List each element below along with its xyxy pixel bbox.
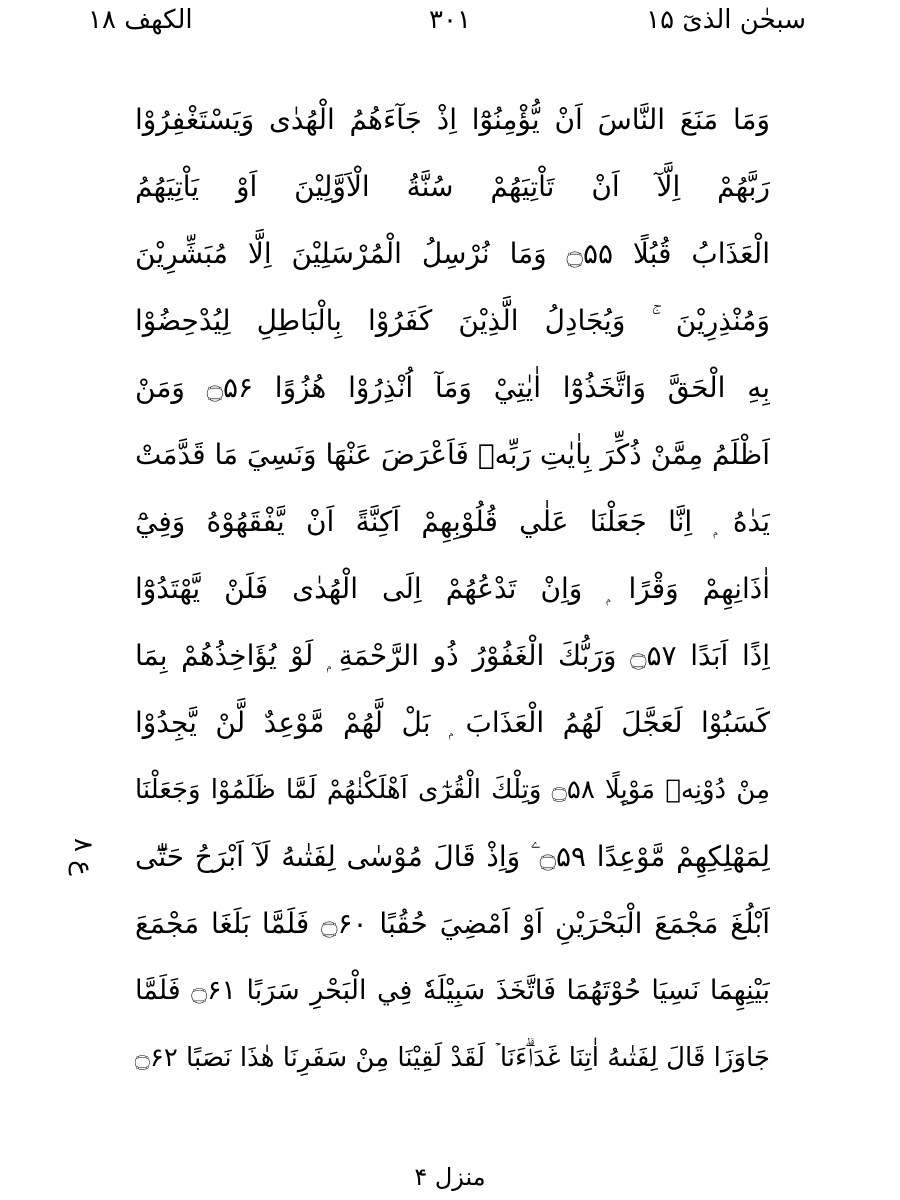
text-line-13: اَبْلُغَ مَجْمَعَ الْبَحْرَيْنِ اَوْ اَمْضِيَ حُقُبًا ۝۶۰ فَلَمَّا بَلَغَا مَجْمَعَ [135, 907, 770, 940]
text-line-14: بَيْنِهِمَا نَسِيَا حُوْتَهُمَا فَاتَّخَذَ سَبِيْلَهٗ فِي الْبَحْرِ سَرَبًا ۝۶۱ فَلَمَّا [135, 975, 770, 1006]
text-line-8: اٰذَانِهِمْ وَقْرًا ۭ وَاِنْ تَدْعُهُمْ اِلَى الْهُدٰى فَلَنْ يَّهْتَدُوْٓا [135, 572, 770, 605]
text-line-4: وَمُنْذِرِيْنَ ۚ وَيُجَادِلُ الَّذِيْنَ كَفَرُوْا بِالْبَاطِلِ لِيُدْحِضُوْا [135, 304, 770, 337]
page-header [0, 0, 900, 50]
page-number: ۳۰۱ [429, 5, 471, 35]
text-line-12: لِمَهْلِكِهِمْ مَّوْعِدًا ۝۵۹ ۧ وَاِذْ قَالَ مُوْسٰى لِفَتٰىهُ لَآ اَبْرَحُ حَتّٰٓى [135, 840, 770, 873]
text-line-2: رَبَّهُمْ اِلَّآ اَنْ تَاْتِيَهُمْ سُنَّةُ الْاَوَّلِيْنَ اَوْ يَاْتِيَهُمُ [135, 170, 770, 203]
text-line-11: مِنْ دُوْنِهٖ مَوْىِٕلًا ۝۵۸ وَتِلْكَ الْقُرٰٓى اَهْلَكْنٰهُمْ لَمَّا ظَلَمُوْا وَجَعَلْنَا [135, 775, 770, 805]
text-line-5: بِهِ الْحَقَّ وَاتَّخَذُوْٓا اٰيٰتِيْ وَمَآ اُنْذِرُوْا هُزُوًا ۝۵۶ وَمَنْ [135, 371, 770, 404]
ruku-margin-mark: ع ۸ [68, 838, 98, 876]
text-line-15: جَاوَزَا قَالَ لِفَتٰىهُ اٰتِنَا غَدَاۗءَنَا ۡ لَقَدْ لَقِيْنَا مِنْ سَفَرِنَا هٰذَا نَصَبًا ۝۶۲ [135, 1043, 770, 1073]
text-line-1: وَمَا مَنَعَ النَّاسَ اَنْ يُّؤْمِنُوْٓا اِذْ جَآءَهُمُ الْهُدٰى وَيَسْتَغْفِرُوْا [135, 103, 770, 136]
text-line-7: يَدٰهُ ۭ اِنَّا جَعَلْنَا عَلٰي قُلُوْبِهِمْ اَكِنَّةً اَنْ يَّفْقَهُوْهُ وَفِيْٓ [135, 505, 770, 538]
text-line-9: اِذًا اَبَدًا ۝۵۷ وَرَبُّكَ الْغَفُوْرُ ذُو الرَّحْمَةِ ۭ لَوْ يُؤَاخِذُهُمْ بِمَا [135, 639, 770, 672]
text-line-6: اَظْلَمُ مِمَّنْ ذُكِّرَ بِاٰيٰتِ رَبِّهٖ فَاَعْرَضَ عَنْهَا وَنَسِيَ مَا قَدَّمَتْ [135, 438, 770, 471]
text-line-3: الْعَذَابُ قُبُلًا ۝۵۵ وَمَا نُرْسِلُ الْمُرْسَلِيْنَ اِلَّا مُبَشِّرِيْنَ [135, 237, 770, 270]
text-line-10: كَسَبُوْا لَعَجَّلَ لَهُمُ الْعَذَابَ ۭ بَلْ لَّهُمْ مَّوْعِدٌ لَّنْ يَّجِدُوْا [135, 706, 770, 739]
juz-name: سبحٰن الذیٓ ۱۵ [646, 5, 806, 35]
quran-text-block [135, 90, 770, 1100]
surah-name: الکھف ۱۸ [88, 5, 193, 35]
manzil-footer: منزل ۴ [414, 1163, 486, 1191]
